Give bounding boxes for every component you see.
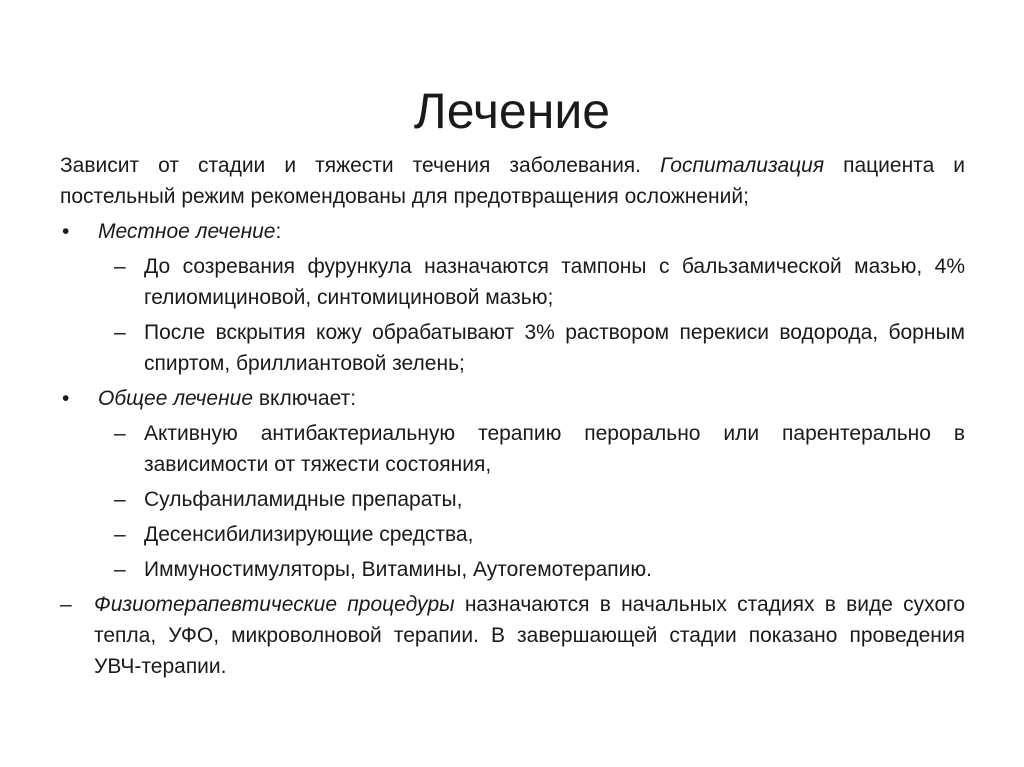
- intro-text-1: Зависит от стадии и тяжести течения заболевания.: [60, 154, 661, 177]
- general-item-3: [60, 519, 965, 550]
- local-heading: Местное лечение: [98, 220, 276, 243]
- bullet-general-treatment: [60, 383, 965, 414]
- dash-marker: –: [114, 523, 126, 546]
- dash-marker: –: [114, 255, 126, 278]
- local-item-text: До созревания фурункула назначаются тампоны с бальзамической мазью, 4% гелиомициновой, синтомициновой мазью;: [144, 255, 965, 309]
- general-heading: Общее лечение: [98, 387, 254, 410]
- physio-heading: Физиотерапевтические процедуры: [94, 593, 455, 616]
- intro-paragraph: [60, 150, 965, 212]
- dash-marker: –: [114, 488, 126, 511]
- general-item-text: Сульфаниламидные препараты,: [144, 488, 463, 511]
- general-item-2: [60, 484, 965, 515]
- slide-content: [60, 150, 965, 686]
- local-heading-suffix: :: [275, 220, 282, 243]
- local-item-1: [60, 251, 965, 313]
- general-item-4: [60, 554, 965, 585]
- slide-title: Лечение: [413, 83, 611, 139]
- bullet-marker: •: [62, 387, 70, 410]
- dash-marker: –: [114, 321, 126, 344]
- intro-text-2: пациента и постельный режим рекомендованы для предотвращения осложнений;: [60, 154, 966, 208]
- physio-text: назначаются в начальных стадиях в виде сухого тепла, УФО, микроволновой терапии. В завершающей стадии показано проведения УВЧ-терапии.: [94, 593, 965, 678]
- intro-hospitalization: Госпитализация: [660, 154, 825, 177]
- local-item-text: После вскрытия кожу обрабатывают 3% раствором перекиси водорода, борным спиртом, бриллиантовой зелень;: [144, 321, 965, 375]
- dash-marker: –: [114, 558, 126, 581]
- bullet-marker: •: [62, 220, 70, 243]
- dash-marker: –: [60, 593, 72, 616]
- dash-marker: –: [114, 422, 126, 445]
- general-heading-suffix: включает:: [253, 387, 357, 410]
- general-item-text: Активную антибактериальную терапию перорально или парентерально в зависимости от тяжести состояния,: [144, 422, 965, 476]
- physio-item: [60, 589, 965, 682]
- general-item-1: [60, 418, 965, 480]
- local-item-2: [60, 317, 965, 379]
- bullet-local-treatment: [60, 216, 965, 247]
- general-item-text: Десенсибилизирующие средства,: [144, 523, 474, 546]
- general-item-text: Иммуностимуляторы, Витамины, Аутогемотерапию.: [144, 558, 652, 581]
